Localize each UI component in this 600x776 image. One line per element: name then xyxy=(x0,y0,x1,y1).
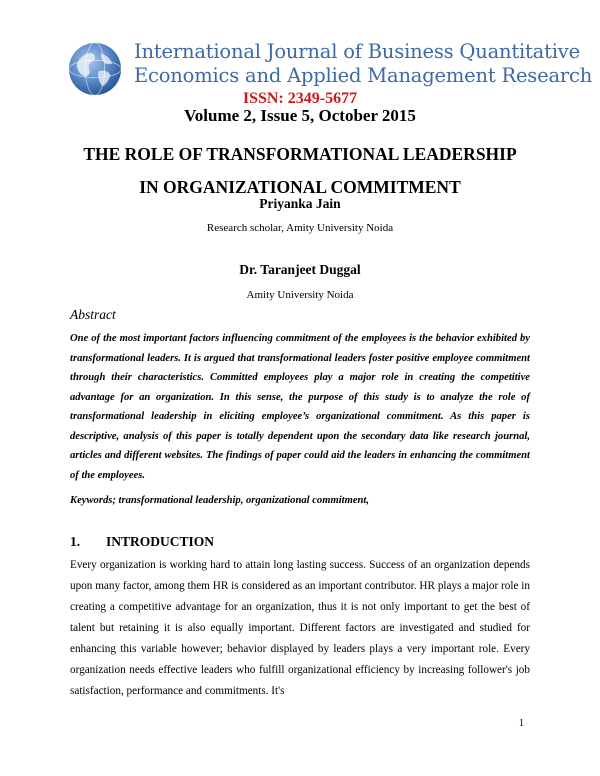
section-heading-introduction xyxy=(70,534,214,550)
author-affiliation: Research scholar, Amity University Noida xyxy=(206,222,394,234)
journal-name-line2: Economics and Applied Management Research xyxy=(134,64,593,87)
paper-title-line2: IN ORGANIZATIONAL COMMITMENT xyxy=(139,177,461,197)
keywords-line: Keywords; transformational leadership, organizational commitment, xyxy=(70,495,370,506)
page-number: 1 xyxy=(519,718,524,729)
author-affiliation: Amity University Noida xyxy=(246,289,354,301)
abstract-heading: Abstract xyxy=(70,307,116,322)
paper-title xyxy=(40,138,560,204)
abstract-text: One of the most important factors influencing commitment of the employees is the behavior exhibited by transformational leaders. It is argued that transformational leaders foster positive employee commitment through their characteristics. Committed employees play a major role in creating the competitive advantage for an organization. In this sense, the purpose of this study is to analyze the role of transformational leadership in eliciting employee’s organizational commitment. As this paper is descriptive, analysis of this paper is totally dependent upon the secondary data like research journal, articles and different websites. The findings of paper could aid the leaders in enhancing the commitment of the employees. xyxy=(70,333,530,481)
section-number: 1. xyxy=(70,534,81,549)
journal-name-line1: International Journal of Business Quantitative xyxy=(134,40,580,63)
issn-number: ISSN: 2349-5677 xyxy=(242,90,358,107)
introduction-text: Every organization is working hard to attain long lasting success. Success of an organization depends upon many factor, among them HR is considered as an important contributor. HR plays a major role in creating a competitive advantage for an organization, thus it is not only important to get the best of talent but retaining it is also equally important. Different factors are investigated and studied for enhancing this variable however; behavior displayed by leaders plays a very important role. Every organization needs effective leaders who fulfill organizational efficiency by increasing follower's job satisfaction, performance and commitments. It's xyxy=(70,559,530,697)
paper-title-line1: THE ROLE OF TRANSFORMATIONAL LEADERSHIP xyxy=(83,144,517,164)
author-name: Priyanka Jain xyxy=(259,196,341,211)
author-name: Dr. Taranjeet Duggal xyxy=(239,262,361,277)
section-title: INTRODUCTION xyxy=(106,534,215,549)
journal-header xyxy=(66,36,593,92)
volume-issue: Volume 2, Issue 5, October 2015 xyxy=(184,106,416,125)
journal-name xyxy=(134,40,593,88)
